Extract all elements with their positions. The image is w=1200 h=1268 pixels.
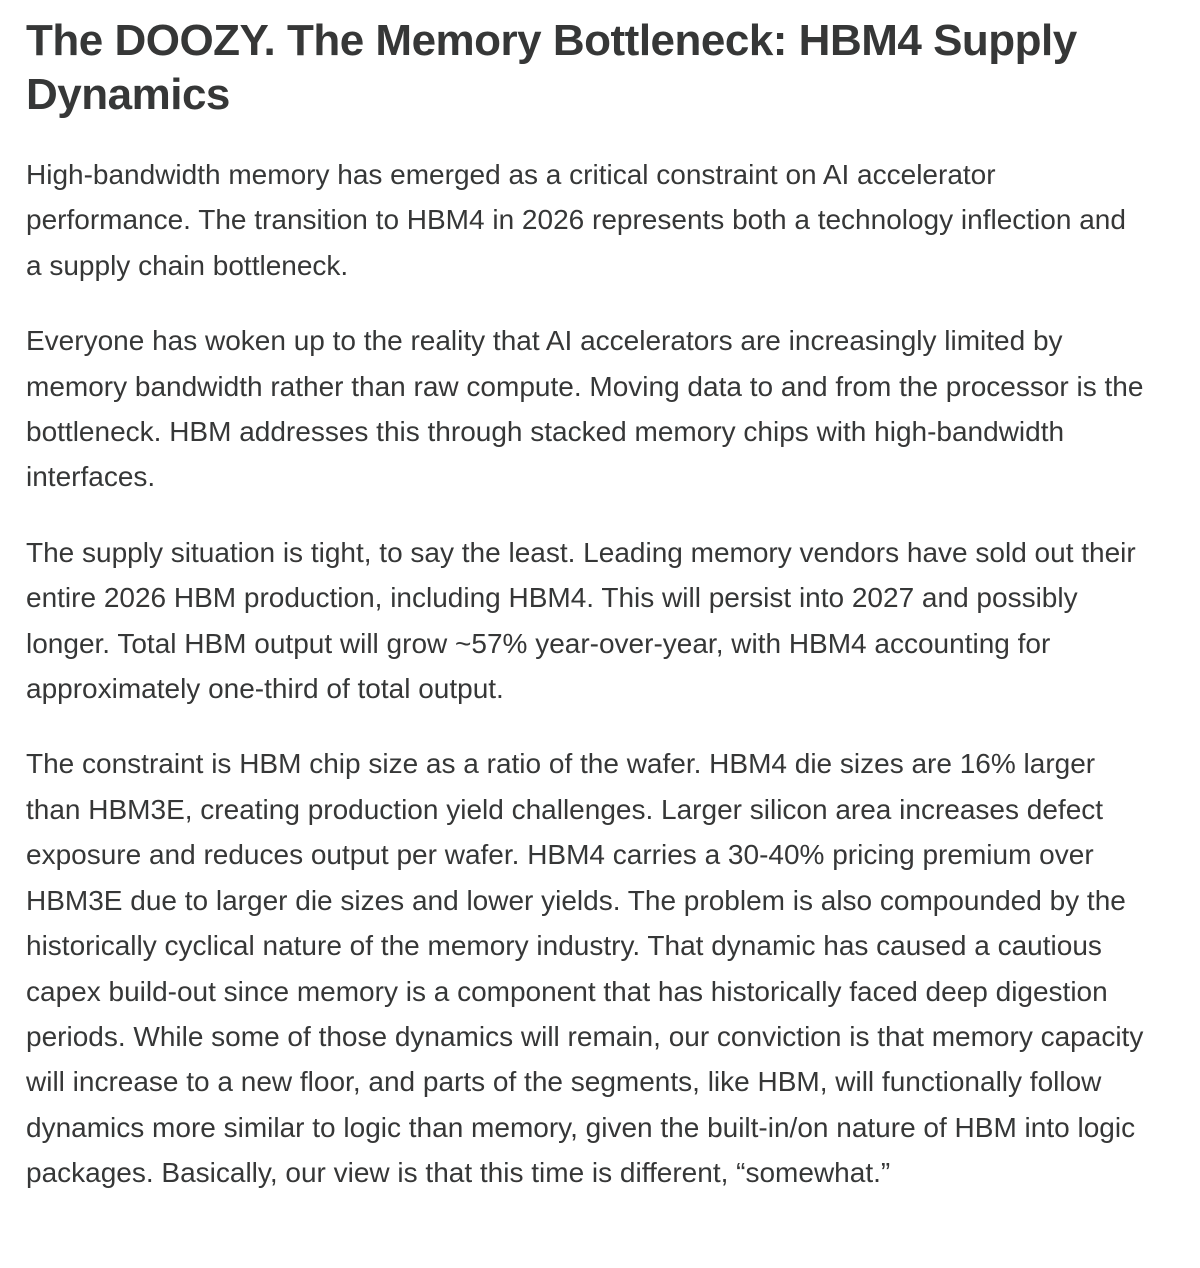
article-title: The DOOZY. The Memory Bottleneck: HBM4 Supply Dynamics — [26, 16, 1077, 119]
article-paragraph-3: The supply situation is tight, to say the least. Leading memory vendors have sold out their entire 2026 HBM production, including HBM4. This will persist into 2027 and possibly longer. Total HBM output will grow ~57% year-over-year, with HBM4 accounting for approximately one-third of total output. — [26, 536, 1136, 705]
article — [26, 14, 1146, 1196]
article-paragraph-1: High-bandwidth memory has emerged as a critical constraint on AI accelerator performance. The transition to HBM4 in 2026 represents both a technology inflection and a supply chain bottleneck. — [26, 159, 1126, 281]
article-paragraph-4: The constraint is HBM chip size as a ratio of the wafer. HBM4 die sizes are 16% larger than HBM3E, creating production yield challenges. Larger silicon area increases defect exposure and reduces output per wafer. HBM4 carries a 30-40% pricing premium over HBM3E due to larger die sizes and lower yields. The problem is also compounded by the historically cyclical nature of the memory industry. That dynamic has caused a cautious capex build-out since memory is a component that has historically faced deep digestion periods. While some of those dynamics will remain, our conviction is that memory capacity will increase to a new floor, and parts of the segments, like HBM, will functionally follow dynamics more similar to logic than memory, given the built-in/on nature of HBM into logic packages. Basically, our view is that this time is different, “somewhat.” — [26, 748, 1144, 1189]
article-paragraph-2: Everyone has woken up to the reality that AI accelerators are increasingly limited by memory bandwidth rather than raw compute. Moving data to and from the processor is the bottleneck. HBM addresses this through stacked memory chips with high-bandwidth interfaces. — [26, 325, 1144, 493]
